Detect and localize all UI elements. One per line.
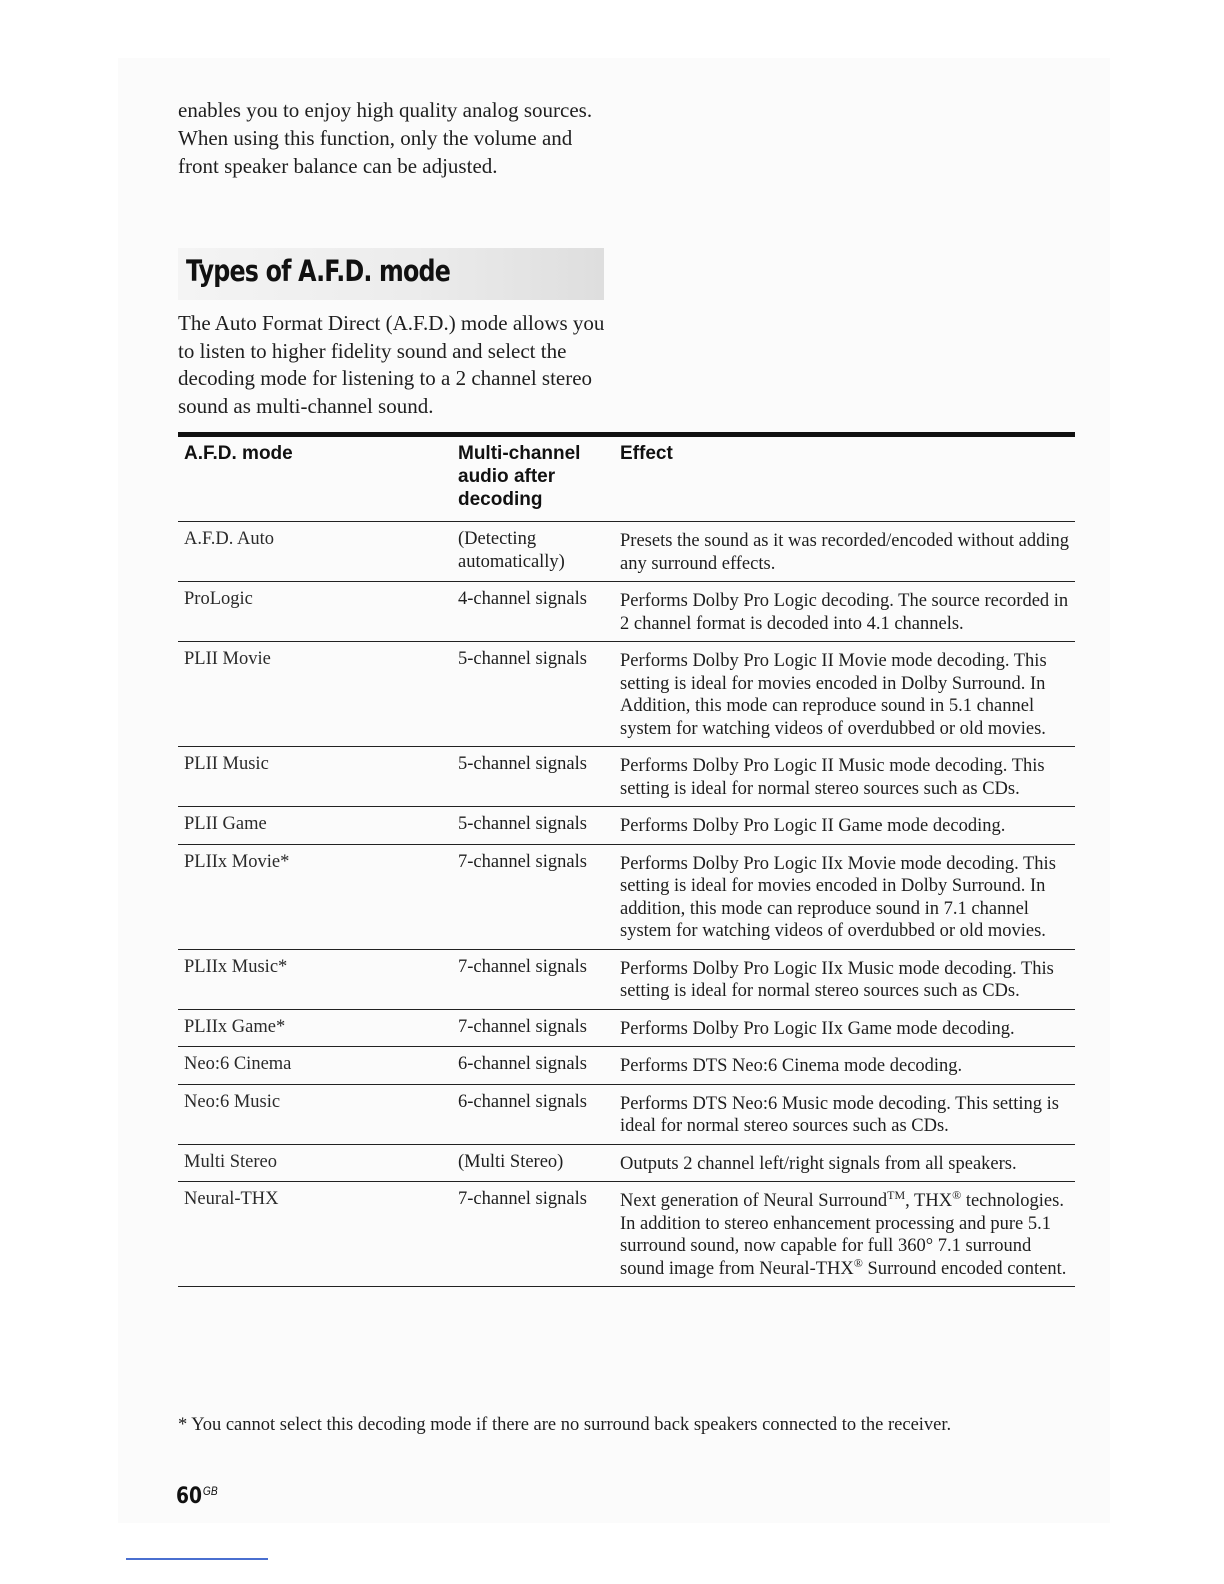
mode-cell: Neo:6 Music <box>178 1084 451 1144</box>
effect-text: Surround encoded content. <box>862 1258 1067 1279</box>
mode-cell: PLIIx Movie* <box>178 844 451 949</box>
effect-cell: Performs Dolby Pro Logic II Movie mode decoding. This setting is ideal for movies encoded in Dolby Surround. In Addition, this mode can reproduce sound in 5.1 channel system for watching videos of overdubbed or old movies. <box>616 642 1075 747</box>
trademark-mark: TM <box>887 1187 906 1202</box>
header-afd-mode: A.F.D. mode <box>178 435 451 522</box>
channels-cell: 5-channel signals <box>451 642 616 747</box>
mode-cell: PLII Music <box>178 747 451 807</box>
footnote: * You cannot select this decoding mode if there are no surround back speakers connected to the receiver. <box>178 1415 952 1435</box>
mode-cell: Neural-THX <box>178 1182 451 1287</box>
table-row <box>178 747 1075 807</box>
section-heading: Types of A.F.D. mode <box>186 254 451 288</box>
table-row <box>178 642 1075 747</box>
channels-cell: 4-channel signals <box>451 582 616 642</box>
channels-cell: 6-channel signals <box>451 1047 616 1085</box>
mode-cell: PLIIx Music* <box>178 949 451 1009</box>
effect-cell: Performs Dolby Pro Logic IIx Game mode decoding. <box>616 1009 1075 1047</box>
mode-cell: PLIIx Game* <box>178 1009 451 1047</box>
channels-cell: 5-channel signals <box>451 747 616 807</box>
effect-cell: Performs Dolby Pro Logic decoding. The source recorded in 2 channel format is decoded into 4.1 channels. <box>616 582 1075 642</box>
mode-cell: PLII Movie <box>178 642 451 747</box>
table-row <box>178 807 1075 845</box>
effect-cell <box>616 1182 1075 1287</box>
intro-text <box>178 96 618 180</box>
afd-mode-table <box>178 432 1075 1287</box>
table-row <box>178 1144 1075 1182</box>
effect-cell: Outputs 2 channel left/right signals from all speakers. <box>616 1144 1075 1182</box>
header-multichannel: Multi-channel audio after decoding <box>451 435 616 522</box>
effect-cell: Performs DTS Neo:6 Cinema mode decoding. <box>616 1047 1075 1085</box>
intro-paragraph: enables you to enjoy high quality analog sources. <box>178 98 593 122</box>
effect-cell: Performs Dolby Pro Logic IIx Movie mode decoding. This setting is ideal for movies encoded in Dolby Surround. In addition, this mode can reproduce sound in 7.1 channel system for watching videos of overdubbed or old movies. <box>616 844 1075 949</box>
mode-cell: A.F.D. Auto <box>178 522 451 582</box>
table-row <box>178 1084 1075 1144</box>
channels-cell: 7-channel signals <box>451 844 616 949</box>
channels-cell: (Multi Stereo) <box>451 1144 616 1182</box>
effect-cell: Performs Dolby Pro Logic IIx Music mode decoding. This setting is ideal for normal stereo sources such as CDs. <box>616 949 1075 1009</box>
effect-cell: Presets the sound as it was recorded/encoded without adding any surround effects. <box>616 522 1075 582</box>
effect-cell: Performs Dolby Pro Logic II Music mode decoding. This setting is ideal for normal stereo sources such as CDs. <box>616 747 1075 807</box>
channels-cell: 6-channel signals <box>451 1084 616 1144</box>
section-intro: The Auto Format Direct (A.F.D.) mode allows you to listen to higher fidelity sound and select the decoding mode for listening to a 2 channel stereo sound as multi-channel sound. <box>178 311 605 418</box>
channels-cell: 7-channel signals <box>451 949 616 1009</box>
table-row <box>178 949 1075 1009</box>
table-row <box>178 1182 1075 1287</box>
registered-mark: ® <box>952 1187 962 1202</box>
effect-text: , THX <box>905 1191 953 1211</box>
channels-cell: 7-channel signals <box>451 1182 616 1287</box>
table-row <box>178 582 1075 642</box>
intro-paragraph: When using this function, only the volume and front speaker balance can be adjusted. <box>178 126 573 178</box>
table-row <box>178 1047 1075 1085</box>
table-row <box>178 522 1075 582</box>
effect-text: technologies. In addition to stereo enhancement processing and pure 5.1 surround sound, now capable for full 360° 7.1 surround sound image from Neural-THX <box>620 1191 1064 1279</box>
mode-cell: PLII Game <box>178 807 451 845</box>
mode-cell: Neo:6 Cinema <box>178 1047 451 1085</box>
channels-cell: (Detecting automatically) <box>451 522 616 582</box>
table-row <box>178 844 1075 949</box>
effect-text: Next generation of Neural Surround <box>620 1191 888 1211</box>
header-effect: Effect <box>616 435 1075 522</box>
page-number-suffix: GB <box>202 1484 218 1498</box>
table-header-row <box>178 435 1075 522</box>
bottom-rule <box>126 1558 268 1560</box>
mode-cell: Multi Stereo <box>178 1144 451 1182</box>
effect-cell: Performs DTS Neo:6 Music mode decoding. This setting is ideal for normal stereo sources such as CDs. <box>616 1084 1075 1144</box>
channels-cell: 5-channel signals <box>451 807 616 845</box>
page-number-value: 60 <box>176 1484 203 1509</box>
channels-cell: 7-channel signals <box>451 1009 616 1047</box>
section-heading-band <box>178 248 604 300</box>
mode-cell: ProLogic <box>178 582 451 642</box>
effect-cell: Performs Dolby Pro Logic II Game mode decoding. <box>616 807 1075 845</box>
page-number <box>176 1484 218 1509</box>
table-row <box>178 1009 1075 1047</box>
registered-mark: ® <box>853 1255 863 1270</box>
